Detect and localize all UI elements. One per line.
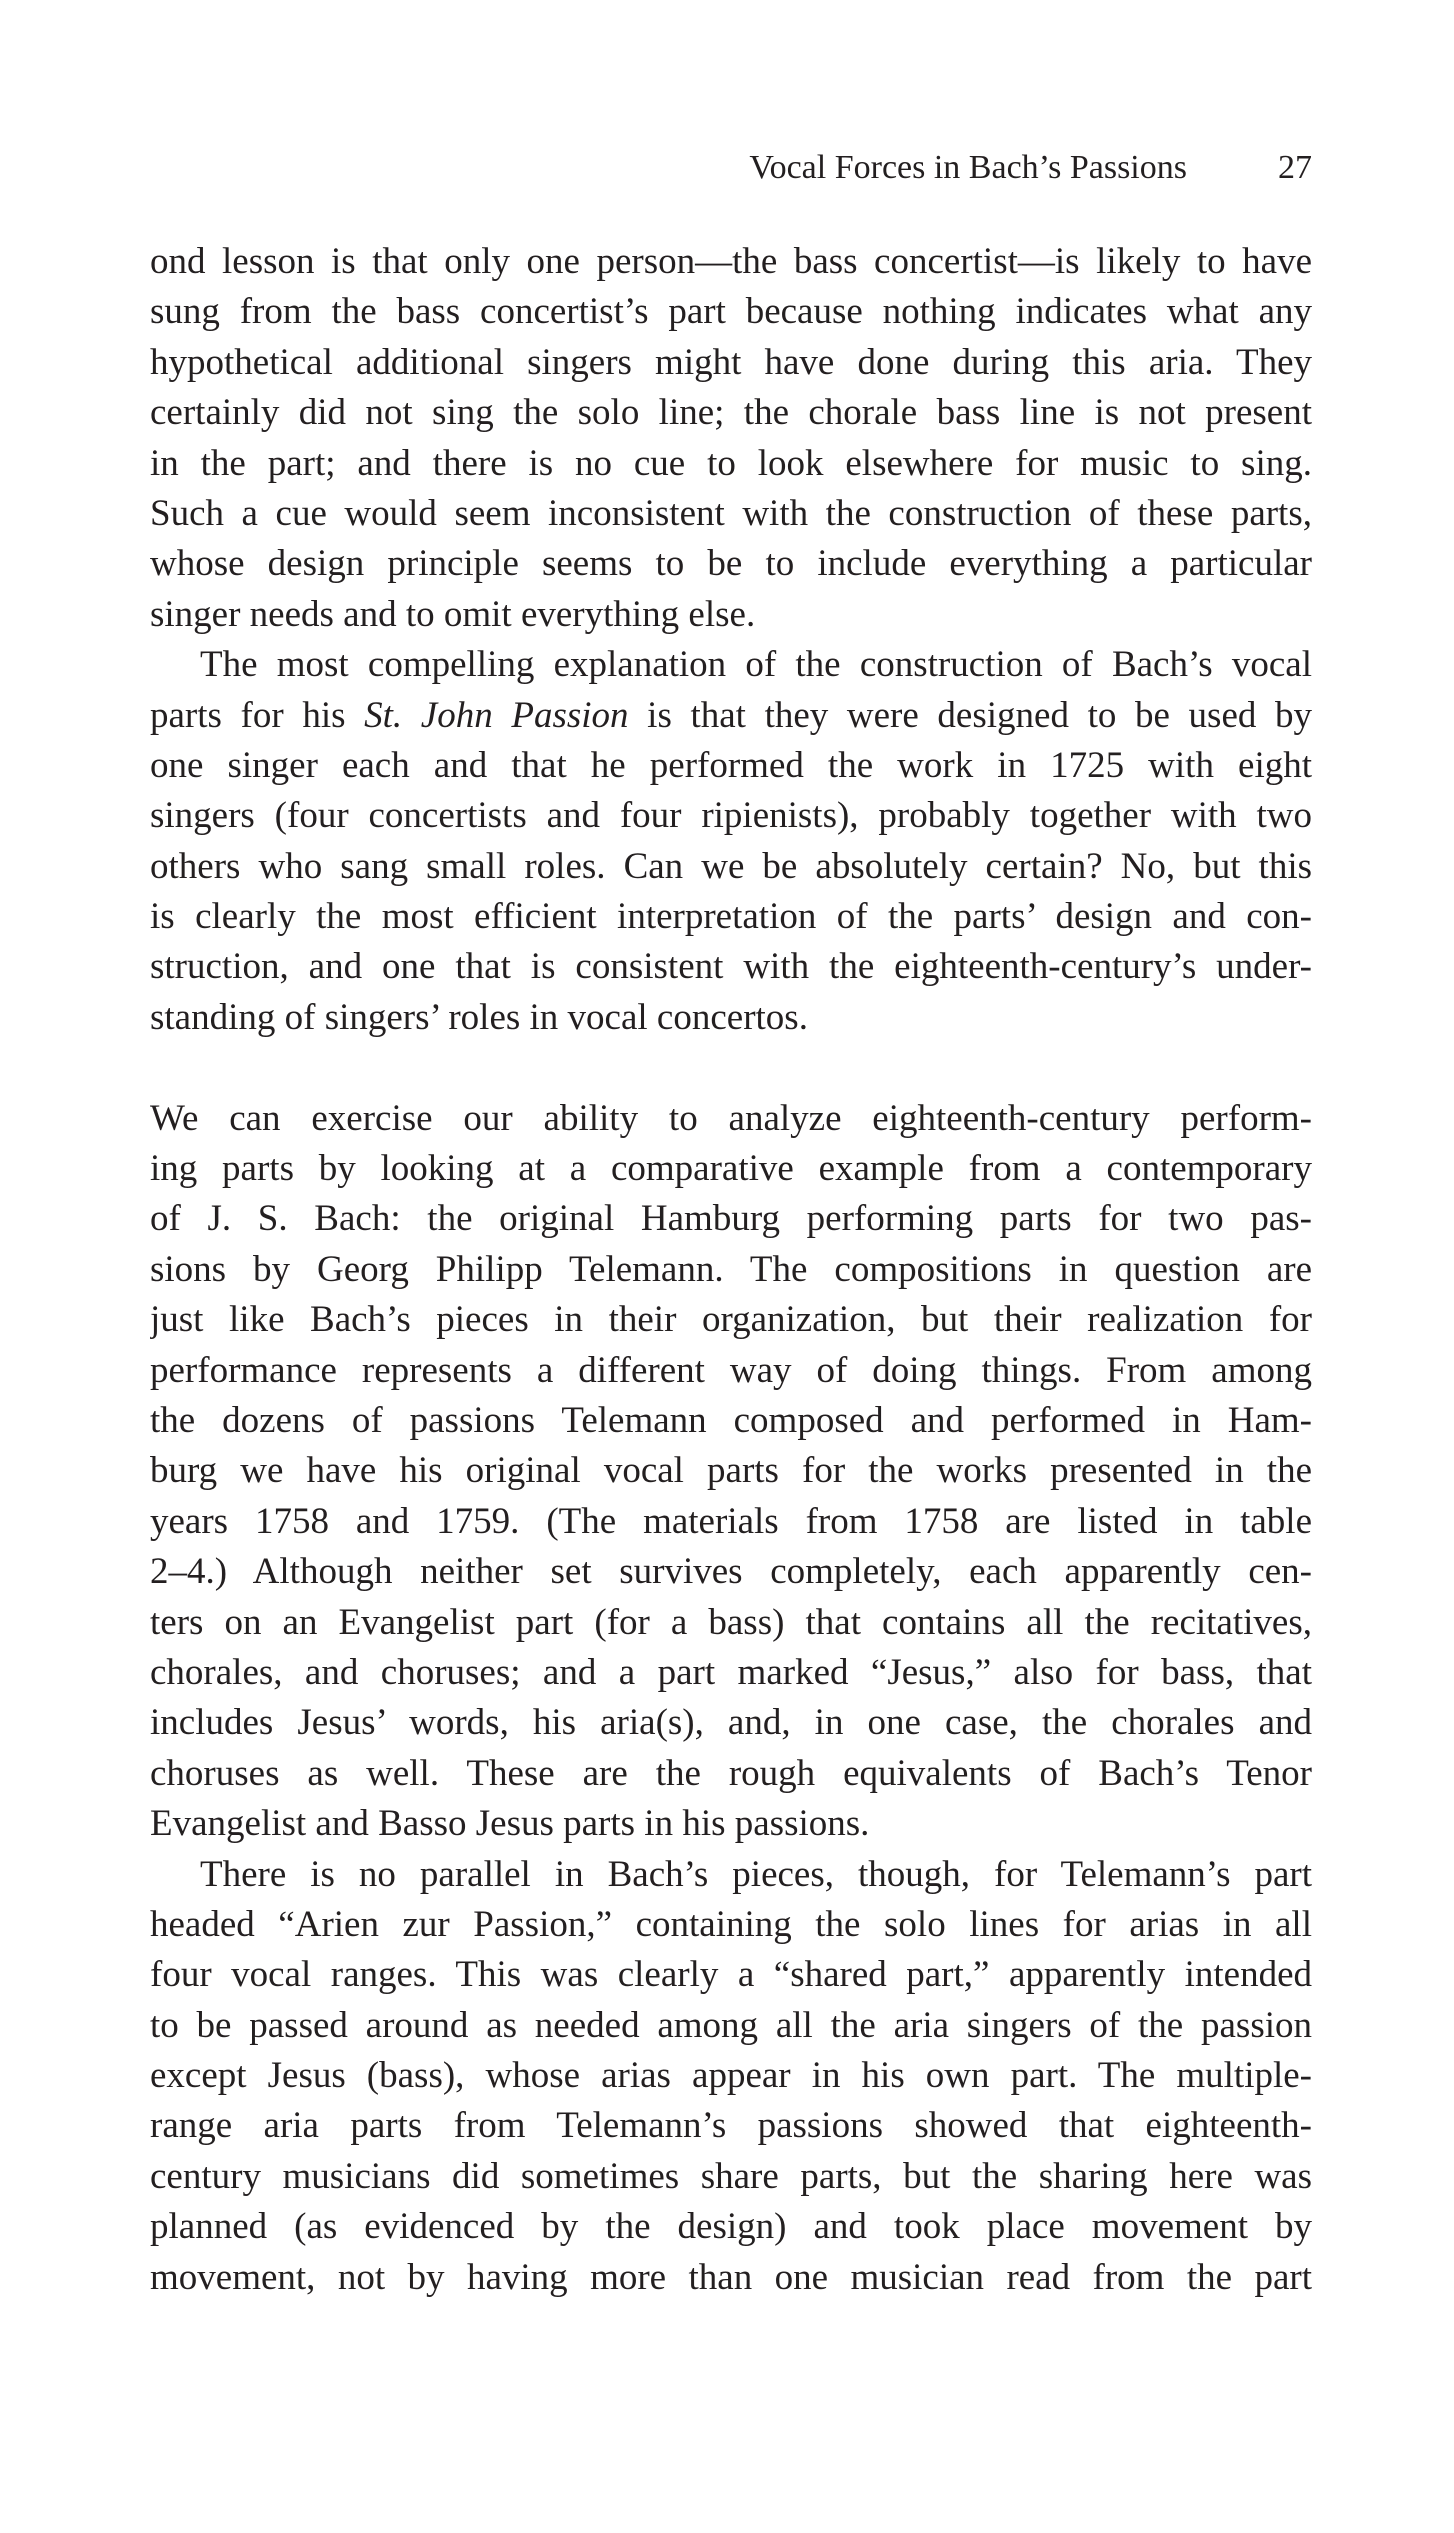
paragraph	[150, 1850, 1312, 2304]
text-run: parts for his	[150, 694, 365, 736]
text-line: four vocal ranges. This was clearly a “shared part,” apparently intended	[150, 1954, 1312, 1996]
text-line: century musicians did sometimes share parts, but the sharing here was	[150, 2155, 1312, 2197]
text-line: movement, not by having more than one musician read from the part	[150, 2256, 1312, 2298]
text-line: standing of singers’ roles in vocal concertos.	[150, 996, 808, 1038]
work-title: St. John Passion	[364, 694, 629, 736]
running-title: Vocal Forces in Bach’s Passions	[749, 149, 1187, 186]
paragraph	[150, 1094, 1312, 1850]
text-run: is that they were designed to be used by	[628, 694, 1312, 736]
text-line: to be passed around as needed among all the aria singers of the passion	[150, 2004, 1312, 2046]
body-text	[150, 237, 1312, 2303]
text-line: The most compelling explanation of the construction of Bach’s vocal	[200, 644, 1312, 686]
text-line: certainly did not sing the solo line; the chorale bass line is not present	[150, 392, 1312, 434]
text-line: whose design principle seems to be to include everything a particular	[150, 543, 1312, 585]
paragraph	[150, 640, 1312, 1043]
text-line: performance represents a different way of doing things. From among	[150, 1349, 1312, 1391]
text-line: one singer each and that he performed the work in 1725 with eight	[150, 744, 1312, 786]
text-line: 2–4.) Although neither set survives completely, each apparently cen-	[150, 1551, 1312, 1593]
text-line: includes Jesus’ words, his aria(s), and, in one case, the chorales and	[150, 1702, 1312, 1744]
page-number: 27	[1278, 149, 1312, 186]
text-line: chorales, and choruses; and a part marked “Jesus,” also for bass, that	[150, 1651, 1312, 1693]
text-line: We can exercise our ability to analyze eighteenth-century perform-	[150, 1097, 1312, 1139]
paragraph-continuation	[150, 237, 1312, 640]
text-line: in the part; and there is no cue to look elsewhere for music to sing.	[150, 442, 1312, 484]
text-line: years 1758 and 1759. (The materials from 1758 are listed in table	[150, 1500, 1312, 1542]
text-line: planned (as evidenced by the design) and took place movement by	[150, 2206, 1312, 2248]
text-line: singer needs and to omit everything else.	[150, 593, 756, 635]
text-line: the dozens of passions Telemann composed and performed in Ham-	[150, 1399, 1312, 1441]
text-line: There is no parallel in Bach’s pieces, though, for Telemann’s part	[200, 1853, 1312, 1895]
text-line: burg we have his original vocal parts for the works presented in the	[150, 1450, 1312, 1492]
text-line	[150, 691, 1312, 741]
text-line: range aria parts from Telemann’s passions showed that eighteenth-	[150, 2105, 1312, 2147]
running-head	[150, 143, 1312, 193]
text-line: singers (four concertists and four ripienists), probably together with two	[150, 795, 1312, 837]
text-line: Evangelist and Basso Jesus parts in his passions.	[150, 1803, 870, 1845]
text-line: ing parts by looking at a comparative example from a contemporary	[150, 1148, 1312, 1190]
text-line: ond lesson is that only one person—the bass concertist—is likely to have	[150, 241, 1312, 282]
text-line: sions by Georg Philipp Telemann. The compositions in question are	[150, 1248, 1312, 1290]
text-line: ters on an Evangelist part (for a bass) that contains all the recitatives,	[150, 1601, 1312, 1643]
text-line: others who sang small roles. Can we be absolutely certain? No, but this	[150, 845, 1312, 887]
text-line: sung from the bass concertist’s part because nothing indicates what any	[150, 291, 1312, 333]
text-line: hypothetical additional singers might have done during this aria. They	[150, 341, 1312, 383]
text-line: struction, and one that is consistent with the eighteenth-century’s under-	[150, 946, 1312, 988]
text-line: Such a cue would seem inconsistent with the construction of these parts,	[150, 492, 1312, 534]
text-line: except Jesus (bass), whose arias appear in his own part. The multiple-	[150, 2055, 1312, 2097]
text-line: of J. S. Bach: the original Hamburg performing parts for two pas-	[150, 1198, 1312, 1240]
text-line: just like Bach’s pieces in their organization, but their realization for	[150, 1299, 1312, 1341]
text-line: headed “Arien zur Passion,” containing the solo lines for arias in all	[150, 1903, 1312, 1945]
text-line: choruses as well. These are the rough equivalents of Bach’s Tenor	[150, 1752, 1312, 1794]
section-break	[150, 1043, 1312, 1093]
text-line: is clearly the most efficient interpretation of the parts’ design and con-	[150, 896, 1312, 938]
